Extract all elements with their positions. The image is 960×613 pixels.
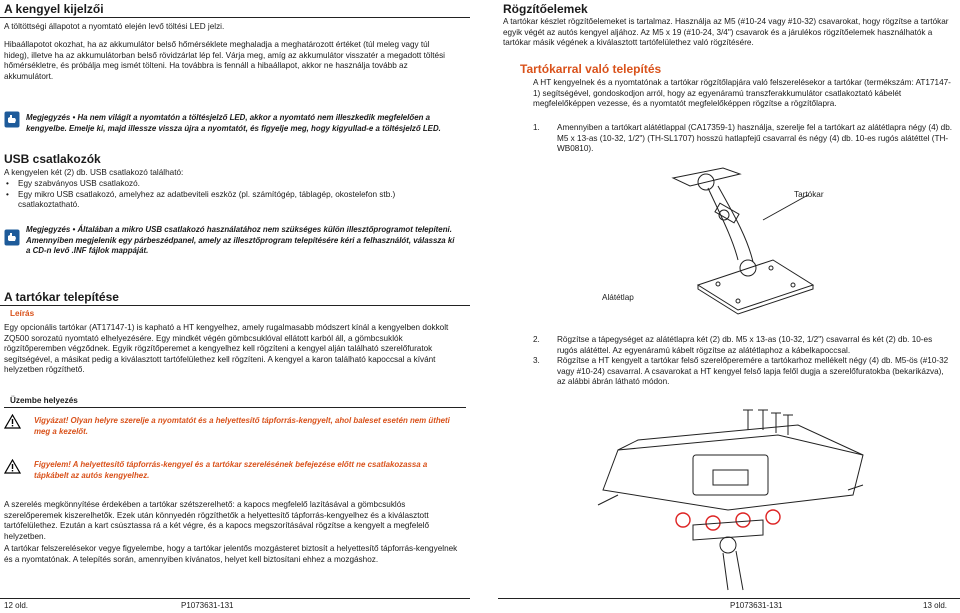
subsection-description: Leírás [10,309,35,318]
note-usb: Megjegyzés • Általában a mikro USB csatlakozó használatához nem szükséges külön illesztőprogramot telepíteni. Amennyiben megjelenik egy párbeszédpanel, amely az illesztőprogram telepítésére kéri a felhasználót, válassza ki a CD-n levő .INF fájlok mappáját. [26,225,455,256]
section-title-arm-install: Tartókarral való telepítés [520,62,662,76]
subsection-safety: Üzembe helyezés [10,396,78,405]
note-hand-icon [4,229,20,246]
footer-rule [498,598,960,599]
page-number: 13 old. [923,601,948,610]
paragraph: A szerelés megkönnyítése érdekében a tartókar szétszerelhető: a kapocs megfelelő lazításával a gömbcsuklós szerelőperemek kiszerelhetők. Ezek után könnyedén rögzíthetők a helyettesítő tápforrás-kengyelhez és a kiválasztott tartófelülethez. Ezután a kart csúsztassa rá a két végre, és a kapocs megszorításával rögzítse a kengyelt a megfelelő helyzetben. [4,500,430,541]
paragraph: Egy opcionális tartókar (AT17147-1) is kapható a HT kengyelhez, amely rugalmasabb módszert kínál a kengyelben dokkolt ZQ500 sorozatú nyomtató elhelyezésére. Egy mindkét végén gömbcsuklóval ellátott karból áll, a gömbcsuklók rögzítőperemben végződnek. Egyik rögzítőperemet a kengyelhez kell rögzíteni a kengyel alján található szerelőfuratok segítségével, a másikat pedig a kiválasztott tartófelülethez kell rögzíteni. A kengyel a karon található kapoccsal a kívánt helyzetben rögzíthető. [4,323,449,375]
label-arm: Tartókar [794,190,824,199]
mount-arm-illustration [598,160,898,330]
list-item: • Egy mikro USB csatlakozó, amelyhez az adatbeviteli eszköz (pl. számítógép, táblagép, okostelefon stb.) csatlakoztatható. [18,190,458,211]
section-title-install: A tartókar telepítése [4,290,119,304]
list-item: 3. Rögzítse a HT kengyelt a tartókar felső szerelőperemére a tartókarhoz mellékelt négy (4) db. M5-ös (#10-32 vagy #10-24) csavarral. A csavarokat a HT kengyel felső lapja felől dugja a szerelőfuratokba (bekarikázva), az alábbi ábrán látható módon. [533,356,949,387]
section-title-usb: USB csatlakozók [4,152,101,166]
list-item: 2. Rögzítse a tápegységet az alátétlapra két (2) db. M5 x 13-as (10-32, 1/2") csavarral és két (2) db. 10-es rugós alátéttel. Az egyenáramú kábelt rögzítse az alátétlaphoz a kábelkapoccsal. [533,335,933,355]
warning-triangle-icon [4,414,21,429]
paragraph: A kengyelen két (2) db. USB csatlakozó található: [4,168,184,177]
note-hand-icon [4,111,20,128]
steps-list-1 [533,123,953,155]
page-number: 12 old. [4,601,29,610]
warning-caution: Vigyázat! Olyan helyre szerelje a nyomtatót és a helyettesítő tápforrás-kengyelt, ahol baleset esetén nem ütheti meg a kezelőt. [34,416,450,436]
paragraph: A tartókar felszerelésekor vegye figyelembe, hogy a tartókar jelentős mozgásteret biztosít a helyettesítő tápforrás-kengyelnek és a nyomtatónak. A telepítés során, amennyiben kívánatos, helyet kell biztosítani ehhez a mozgáshoz. [4,544,458,564]
label-plate: Alátétlap [602,293,634,302]
section-title-indicators: A kengyel kijelzői [4,2,104,16]
paragraph: A tartókar készlet rögzítőelemeket is tartalmaz. Használja az M5 (#10-24 vagy #10-32) csavarokat, hogy rögzítse a tartókar egyik végét az autós kengyel aljához. Az M5 x 19 (#10-24, 3/4") csavarok és a járulékos rögzítőelemek használhatók a tartókar másik végének a kiválasztott tartófelülethez való rögzítésére. [503,17,949,48]
warning-attention: Figyelem! A helyettesítő tápforrás-kengyel és a tartókar szerelésének befejezése előtt ne csatlakozassa a tápkábelt az autós kengyelhez. [34,460,428,480]
note-led: Megjegyzés • Ha nem világít a nyomtatón a töltésjelző LED, akkor a nyomtató nem illeszkedik megfelelően a kengyelbe. Emelje ki, majd illessze vissza újra a nyomtatót, és figyelje meg, hogy kigyullad-e a töltésjelző LED. [26,113,441,133]
paragraph: A HT kengyelnek és a nyomtatónak a tartókar rögzítőlapjára való felszerelésekor a tartókar (termékszám: AT17147-1) segítségével, gondoskodjon arról, hogy az egyenáramú transzferakkumulátor csatlakoztató kábelét megfelelőképpen vezesse, és a nyomtatót megfelelőképpen rögzítse a rögzítőlapra. [533,78,951,109]
safety-rule [4,407,466,408]
document-code: P1073631-131 [730,601,783,610]
section-title-fasteners: Rögzítőelemek [503,2,588,16]
warning-triangle-icon [4,459,21,474]
title-rule [0,305,470,306]
usb-list [4,179,458,211]
list-item: 1. Amennyiben a tartókart alátétlappal (CA17359-1) használja, szerelje fel a tartókart az alátétlapra négy (4) db. M5 x 13-as (10-32, 1/2") (TH-SL1707) hosszú hatlapfejű csavarral és négy (4) db. 10-es rugós alátéttel (TH-WB0810). [533,123,953,154]
list-item: • Egy szabványos USB csatlakozó. [18,179,458,190]
footer-rule [0,598,470,599]
cradle-mount-illustration [578,395,878,595]
document-code: P1073631-131 [181,601,234,610]
steps-list-2 [533,335,953,388]
paragraph: A töltöttségi állapotot a nyomtató elején levő töltési LED jelzi. [4,22,225,31]
paragraph: Hibaállapotot okozhat, ha az akkumulátor belső hőmérséklete meghaladja a meghatározott értéket (túl meleg vagy túl hideg), illetve ha az akkumulátorban belső rövidzárlat lép fel. Várja meg, amíg az akkumulátor visszatér a megadott töltési hőmérsékletre, és próbálja meg ismét tölteni. Ha továbbra is fennáll a hibaállapot, akkor ne használja tovább az akkumulátort. [4,40,445,81]
title-rule [0,17,470,18]
